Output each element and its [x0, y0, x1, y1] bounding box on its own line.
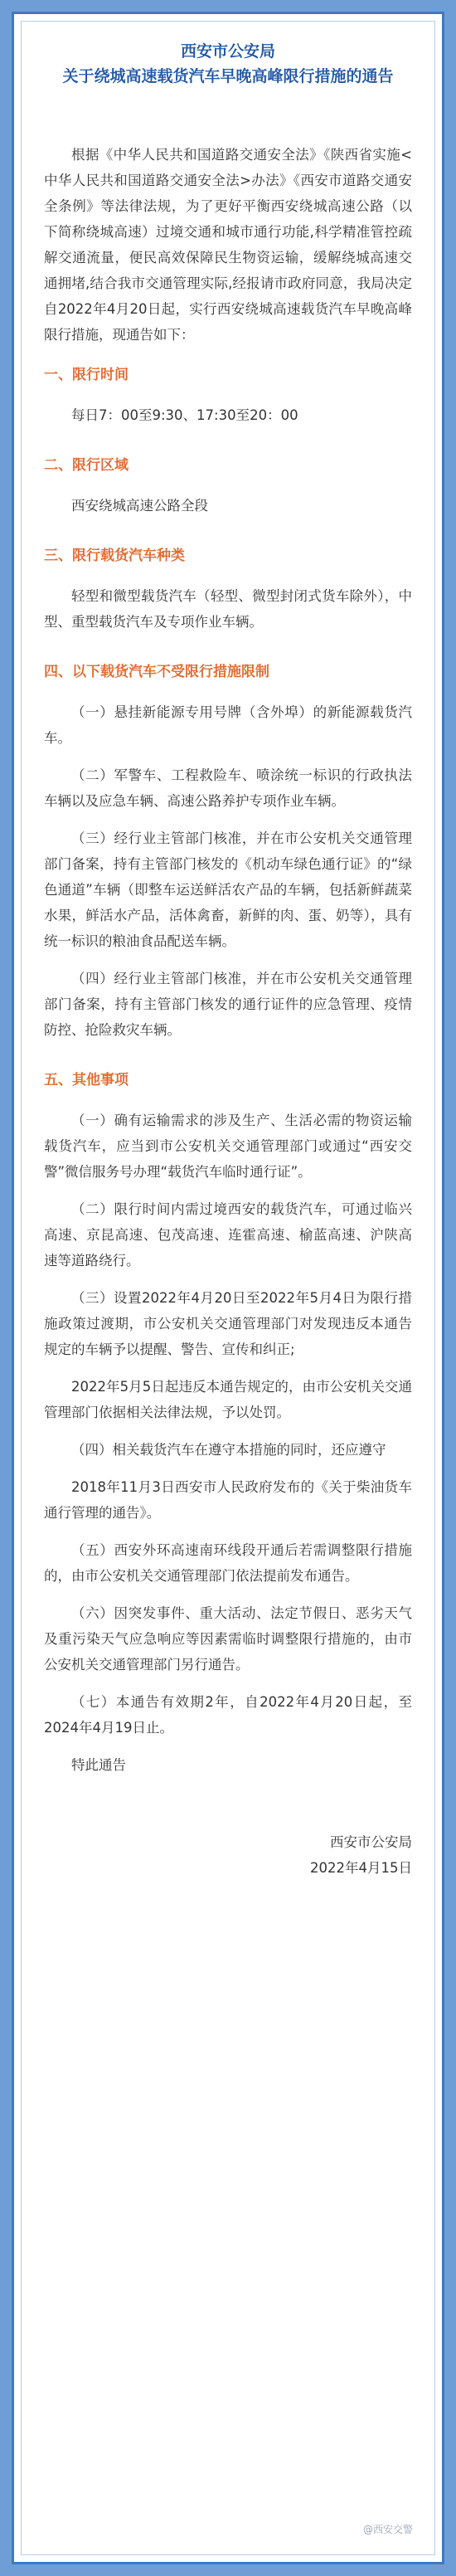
section-heading: 四、以下载货汽车不受限行措施限制	[44, 664, 269, 680]
watermark: @西安交警	[362, 2524, 413, 2535]
section-paragraph: （三）经行业主管部门核准，并在市公安机关交通管理部门备案，持有主管部门核发的《机动车绿色通行证》的“绿色通道”车辆（即整车运送鲜活农产品的车辆，包括新鲜蔬菜水果，鲜活水产品，活体禽畜，新鲜的肉、蛋、奶等），具有统一标识的粮油食品配送车辆。	[44, 830, 412, 949]
issuing-agency: 西安市公安局	[180, 42, 275, 61]
signature-block	[44, 1829, 412, 1881]
section-heading: 一、限行时间	[44, 367, 129, 383]
section-paragraph: （一）确有运输需求的涉及生产、生活必需的物资运输载货汽车，应当到市公安机关交通管理部门或通过“西安交警”微信服务号办理“载货汽车临时通行证”。	[44, 1113, 412, 1180]
section-paragraph: （二）限行时间内需过境西安的载货汽车，可通过临兴高速、京昆高速、包茂高速、连霍高速、榆蓝高速、沪陕高速等道路绕行。	[44, 1201, 412, 1269]
notice-frame	[12, 12, 444, 2564]
section-paragraph: （二）军警车、工程救险车、喷涂统一标识的行政执法车辆以及应急车辆、高速公路养护专项作业车辆。	[44, 767, 412, 809]
section-paragraph: 每日7：00至9:30、17:30至20：00	[71, 407, 298, 423]
section-paragraph: 2018年11月3日西安市人民政府发布的《关于柴油货车通行管理的通告》。	[44, 1479, 412, 1521]
section-paragraph: 轻型和微型载货汽车（轻型、微型封闭式货车除外），中型、重型载货汽车及专项作业车辆。	[44, 588, 412, 630]
section-paragraph: （六）因突发事件、重大活动、法定节假日、恶劣天气及重污染天气应急响应等因素需临时调整限行措施的，由市公安机关交通管理部门另行通告。	[44, 1605, 412, 1673]
signature-agency: 西安市公安局	[330, 1834, 412, 1850]
signature-date: 2022年4月15日	[310, 1860, 412, 1876]
section-paragraph: （五）西安外环高速南环线段开通后若需调整限行措施的，由市公安机关交通管理部门依法提前发布通告。	[44, 1542, 412, 1584]
sections-container	[44, 363, 412, 1778]
section-heading: 二、限行区域	[44, 457, 129, 474]
section-heading: 三、限行载货汽车种类	[44, 548, 185, 564]
section-paragraph: （三）设置2022年4月20日至2022年5月4日为限行措施政策过渡期，市公安机关交通管理部门对发现违反本通告规定的车辆予以提醒、警告、宣传和纠正;	[44, 1290, 412, 1357]
section-paragraph: （七）本通告有效期2年，自2022年4月20日起，至2024年4月19日止。	[44, 1694, 412, 1736]
section-paragraph: 特此通告	[71, 1757, 126, 1773]
section-heading: 五、其他事项	[44, 1072, 129, 1088]
section-paragraph: （一）悬挂新能源专用号牌（含外埠）的新能源载货汽车。	[44, 704, 412, 746]
intro-paragraph: 根据《中华人民共和国道路交通安全法》《陕西省实施<中华人民共和国道路交通安全法>办法》《西安市道路交通安全条例》等法律法规，为了更好平衡西安绕城高速公路（以下简称绕城高速）过境交通和城市通行功能,科学精准管控疏解交通流量，便民高效保障民生物资运输，缓解绕城高速交通拥堵,结合我市交通管理实际,经报请市政府同意，我局决定自2022年4月20日起，实行西安绕城高速载货汽车早晚高峰限行措施，现通告如下：	[44, 147, 412, 343]
notice-title: 关于绕城高速载货汽车早晚高峰限行措施的通告	[62, 67, 394, 85]
section-paragraph: （四）经行业主管部门核准，并在市公安机关交通管理部门备案，持有主管部门核发的通行证件的应急管理、疫情防控、抢险救灾车辆。	[44, 971, 412, 1038]
notice-content	[44, 39, 412, 1881]
section-paragraph: 2022年5月5日起违反本通告规定的，由市公安机关交通管理部门依据相关法律法规，予以处罚。	[44, 1379, 412, 1420]
section-paragraph: 西安绕城高速公路全段	[71, 498, 208, 514]
section-paragraph: （四）相关载货汽车在遵守本措施的同时，还应遵守	[71, 1442, 386, 1458]
